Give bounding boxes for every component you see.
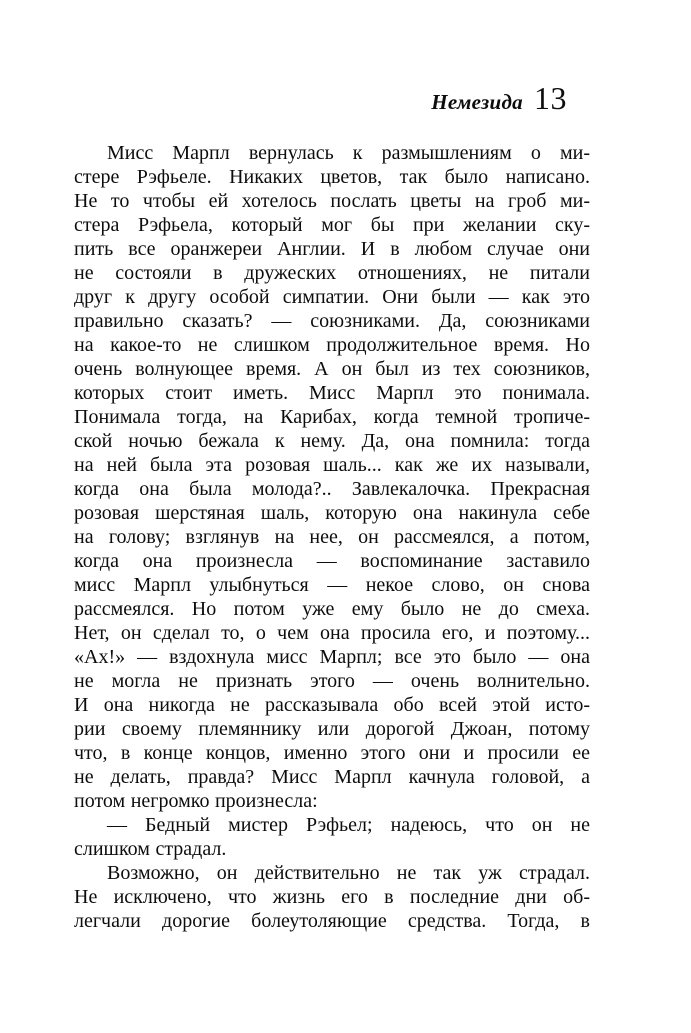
paragraph [74,141,590,813]
text-line: что, в конце концов, именно этого они и просили ее [74,742,590,764]
text-line: мисс Марпл улыбнуться — некое слово, он снова [74,574,590,596]
text-line: Не то чтобы ей хотелось послать цветы на гроб ми- [74,190,590,212]
paragraph [74,861,590,933]
text-line: когда она была молода?.. Завлекалочка. Прекрасная [74,478,590,500]
page-number: 13 [534,80,567,116]
text-line: когда она произнесла — воспоминание заставило [74,550,590,572]
text-line: Не исключено, что жизнь его в последние дни об- [74,886,590,908]
text-line: не могла не признать этого — очень волнительно. [74,670,590,692]
text-line: не состояли в дружеских отношениях, не питали [74,262,590,284]
text-line: рии своему племяннику или дорогой Джоан, потому [74,718,590,740]
text-line: стере Рэфьеле. Никаких цветов, так было написано. [74,166,590,188]
text-line: Нет, он сделал то, о чем она просила его, и поэтому... [74,622,590,644]
text-line: которых стоит иметь. Мисс Марпл это понимала. [74,382,590,404]
text-line: на какое-то не слишком продолжительное время. Но [74,334,590,356]
text-line: легчали дорогие болеутоляющие средства. Тогда, в [74,910,590,932]
text-line: правильно сказать? — союзниками. Да, союзниками [74,310,590,332]
text-line: И она никогда не рассказывала обо всей этой исто- [74,694,590,716]
running-title: Немезида [431,90,523,114]
text-line: друг к другу особой симпатии. Они были — как это [74,286,590,308]
paragraph [74,813,590,861]
text-line: не делать, правда? Мисс Марпл качнула головой, а [74,766,590,788]
text-line: «Ах!» — вздохнула мисс Марпл; все это было — она [74,646,590,668]
text-line: Возможно, он действительно не так уж страдал. [107,862,590,884]
text-line: ской ночью бежала к нему. Да, она помнила: тогда [74,430,590,452]
page-header [431,80,567,117]
text-line: рассмеялся. Но потом уже ему было не до смеха. [74,598,590,620]
text-line: пить все оранжереи Англии. И в любом случае они [74,238,590,260]
text-line: потом негромко произнесла: [74,790,318,812]
text-line: Понимала тогда, на Карибах, когда темной тропиче- [74,406,590,428]
text-line: розовая шерстяная шаль, которую она накинула себе [74,502,590,524]
text-line: на голову; взглянув на нее, он рассмеялся, а потом, [74,526,590,548]
text-line: Мисс Марпл вернулась к размышлениям о ми- [107,142,590,164]
text-line: стера Рэфьела, который мог бы при желании ску- [74,214,590,236]
text-line: на ней была эта розовая шаль... как же их называли, [74,454,590,476]
text-line: очень волнующее время. А он был из тех союзников, [74,358,590,380]
text-line: — Бедный мистер Рэфьел; надеюсь, что он не [107,814,590,836]
page-body [74,141,590,933]
text-line: слишком страдал. [74,838,227,860]
